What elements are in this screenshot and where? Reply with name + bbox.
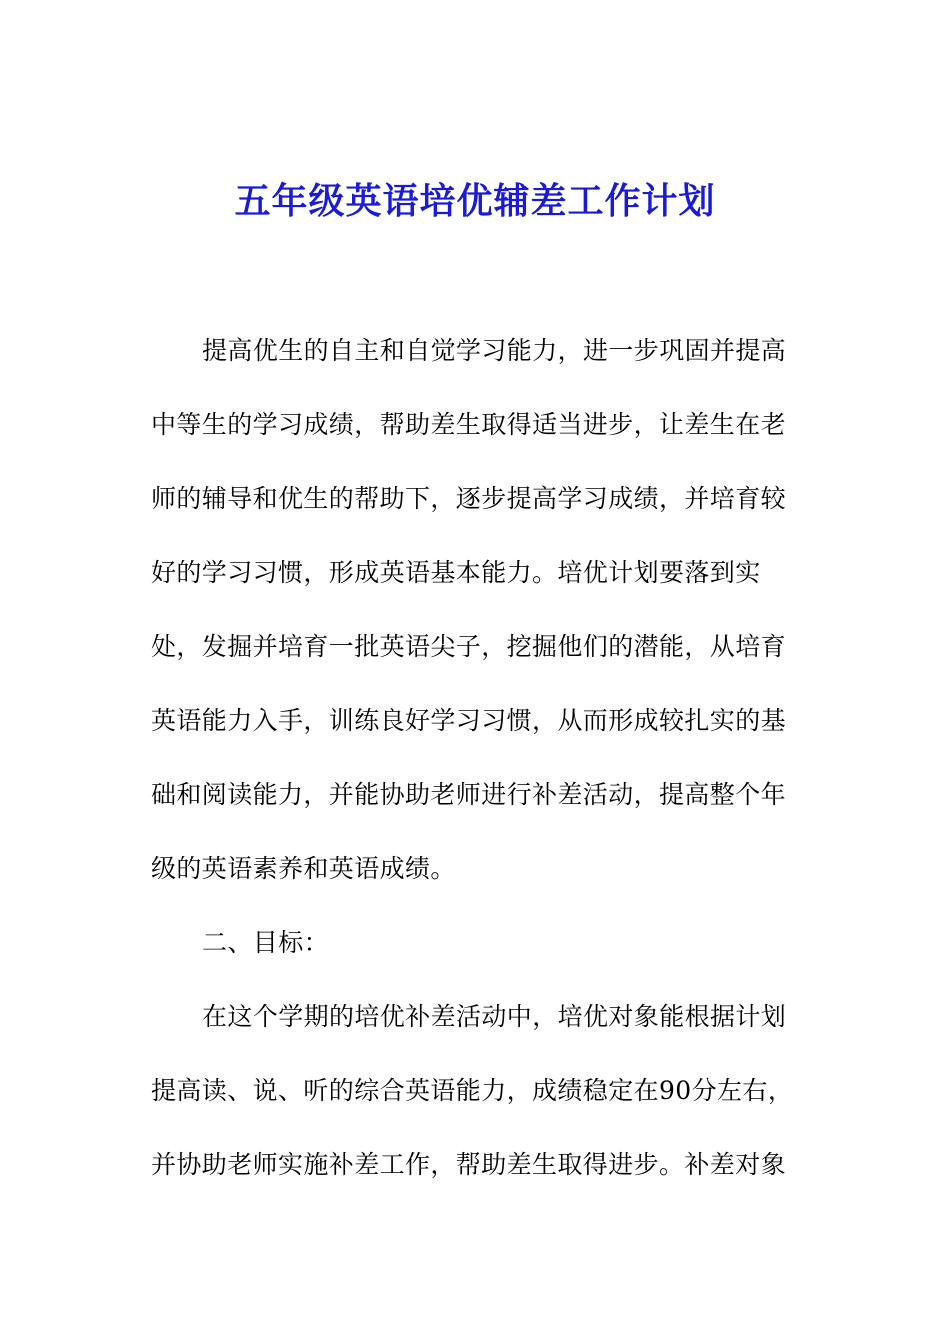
paragraph-line: 并协助老师实施补差工作，帮助差生取得进步。补差对象 (151, 1150, 787, 1179)
paragraph-line: 中等生的学习成绩，帮助差生取得适当进步，让差生在老 (151, 410, 787, 439)
paragraph-line: 提高优生的自主和自觉学习能力，进一步巩固并提高 (202, 336, 787, 365)
paragraph-line: 提高读、说、听的综合英语能力，成绩稳定在90分左右， (151, 1076, 794, 1105)
paragraph-line: 级的英语素养和英语成绩。 (151, 854, 456, 883)
paragraph-line: 处，发掘并培育一批英语尖子，挖掘他们的潜能，从培育 (151, 632, 787, 661)
paragraph-line: 英语能力入手，训练良好学习习惯，从而形成较扎实的基 (151, 706, 787, 735)
paragraph-line: 好的学习习惯，形成英语基本能力。培优计划要落到实 (151, 558, 761, 587)
document-body (151, 331, 794, 1219)
paragraph-line: 师的辅导和优生的帮助下，逐步提高学习成绩，并培育较 (151, 484, 787, 513)
section-heading: 二、目标： (202, 928, 330, 957)
paragraph-line: 础和阅读能力，并能协助老师进行补差活动，提高整个年 (151, 780, 787, 809)
page-title: 五年级英语培优辅差工作计划 (234, 180, 716, 222)
paragraph-line: 在这个学期的培优补差活动中，培优对象能根据计划 (202, 1002, 787, 1031)
